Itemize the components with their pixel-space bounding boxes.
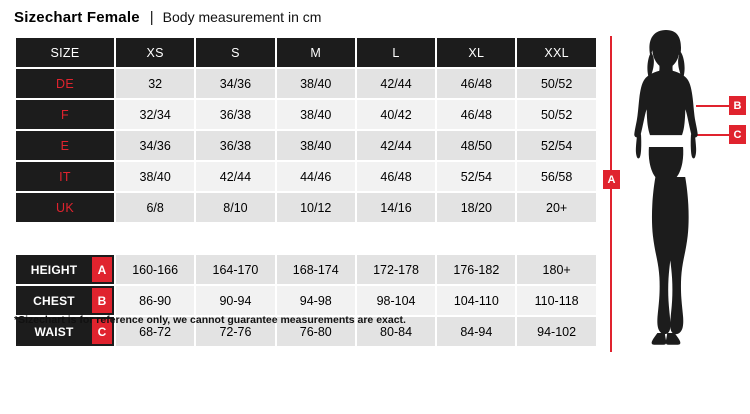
- cell-height-xxl: 180+: [516, 254, 596, 285]
- cell-uk-xs: 6/8: [115, 192, 195, 223]
- page-header: [14, 9, 321, 26]
- cell-e-m: 38/40: [276, 130, 356, 161]
- badge-a: A: [92, 257, 112, 282]
- column-header-xxl: XXL: [516, 37, 596, 68]
- column-header-xl: XL: [436, 37, 516, 68]
- cell-de-xxl: 50/52: [516, 68, 596, 99]
- cell-de-s: 34/36: [195, 68, 275, 99]
- row-label-f: F: [15, 99, 115, 130]
- table-spacer: [15, 223, 597, 254]
- row-label-de: DE: [15, 68, 115, 99]
- cell-e-xxl: 52/54: [516, 130, 596, 161]
- badge-b: B: [92, 288, 112, 313]
- cell-it-m: 44/46: [276, 161, 356, 192]
- row-label-waist-text: WAIST: [34, 324, 74, 339]
- cell-waist-xs: 68-72: [115, 316, 195, 347]
- cell-it-xxl: 56/58: [516, 161, 596, 192]
- cell-f-xs: 32/34: [115, 99, 195, 130]
- row-label-chest-text: CHEST: [33, 293, 75, 308]
- cell-e-xl: 48/50: [436, 130, 516, 161]
- table-row: [15, 130, 597, 161]
- header-separator: |: [149, 9, 154, 26]
- table-row: [15, 99, 597, 130]
- figure-badge-b: B: [729, 96, 746, 115]
- cell-height-xl: 176-182: [436, 254, 516, 285]
- cell-it-xs: 38/40: [115, 161, 195, 192]
- row-label-uk: UK: [15, 192, 115, 223]
- cell-de-xs: 32: [115, 68, 195, 99]
- cell-it-s: 42/44: [195, 161, 275, 192]
- column-header-m: M: [276, 37, 356, 68]
- cell-waist-m: 76-80: [276, 316, 356, 347]
- figure-area: [600, 30, 750, 380]
- column-header-l: L: [356, 37, 436, 68]
- badge-c: C: [92, 319, 112, 344]
- cell-e-l: 42/44: [356, 130, 436, 161]
- cell-de-m: 38/40: [276, 68, 356, 99]
- cell-uk-l: 14/16: [356, 192, 436, 223]
- cell-uk-s: 8/10: [195, 192, 275, 223]
- cell-waist-xxl: 94-102: [516, 316, 596, 347]
- cell-uk-xl: 18/20: [436, 192, 516, 223]
- cell-waist-l: 80-84: [356, 316, 436, 347]
- figure-badge-a: A: [603, 170, 620, 189]
- figure-badge-c: C: [729, 125, 746, 144]
- table-row: [15, 285, 597, 316]
- cell-height-s: 164-170: [195, 254, 275, 285]
- cell-f-m: 38/40: [276, 99, 356, 130]
- page-title: Sizechart Female: [14, 9, 140, 26]
- row-label-e: E: [15, 130, 115, 161]
- cell-chest-s: 90-94: [195, 285, 275, 316]
- cell-height-m: 168-174: [276, 254, 356, 285]
- cell-it-l: 46/48: [356, 161, 436, 192]
- row-label-height-text: HEIGHT: [30, 262, 78, 277]
- female-silhouette-icon: [628, 30, 704, 352]
- cell-waist-xl: 84-94: [436, 316, 516, 347]
- cell-f-l: 40/42: [356, 99, 436, 130]
- cell-uk-xxl: 20+: [516, 192, 596, 223]
- cell-height-xs: 160-166: [115, 254, 195, 285]
- cell-chest-xl: 104-110: [436, 285, 516, 316]
- table-row: [15, 68, 597, 99]
- column-header-size: SIZE: [15, 37, 115, 68]
- cell-height-l: 172-178: [356, 254, 436, 285]
- table-row: [15, 254, 597, 285]
- cell-f-s: 36/38: [195, 99, 275, 130]
- sizechart-table-wrap: [14, 36, 596, 348]
- cell-f-xl: 46/48: [436, 99, 516, 130]
- cell-de-xl: 46/48: [436, 68, 516, 99]
- column-header-xs: XS: [115, 37, 195, 68]
- cell-f-xxl: 50/52: [516, 99, 596, 130]
- cell-uk-m: 10/12: [276, 192, 356, 223]
- table-header-row: [15, 37, 597, 68]
- row-label-height: [15, 254, 115, 285]
- column-header-s: S: [195, 37, 275, 68]
- cell-e-s: 36/38: [195, 130, 275, 161]
- cell-de-l: 42/44: [356, 68, 436, 99]
- page-subtitle: Body measurement in cm: [162, 9, 322, 25]
- cell-chest-xxl: 110-118: [516, 285, 596, 316]
- table-row: [15, 161, 597, 192]
- row-label-it: IT: [15, 161, 115, 192]
- height-measure-line: [610, 36, 612, 352]
- footnote: *Sizechart is for reference only, we cannot guarantee measurements are exact.: [14, 314, 406, 326]
- cell-chest-l: 98-104: [356, 285, 436, 316]
- cell-chest-xs: 86-90: [115, 285, 195, 316]
- cell-e-xs: 34/36: [115, 130, 195, 161]
- cell-it-xl: 52/54: [436, 161, 516, 192]
- cell-chest-m: 94-98: [276, 285, 356, 316]
- table-row: [15, 192, 597, 223]
- cell-waist-s: 72-76: [195, 316, 275, 347]
- sizechart-table: [14, 36, 598, 348]
- row-label-chest: [15, 285, 115, 316]
